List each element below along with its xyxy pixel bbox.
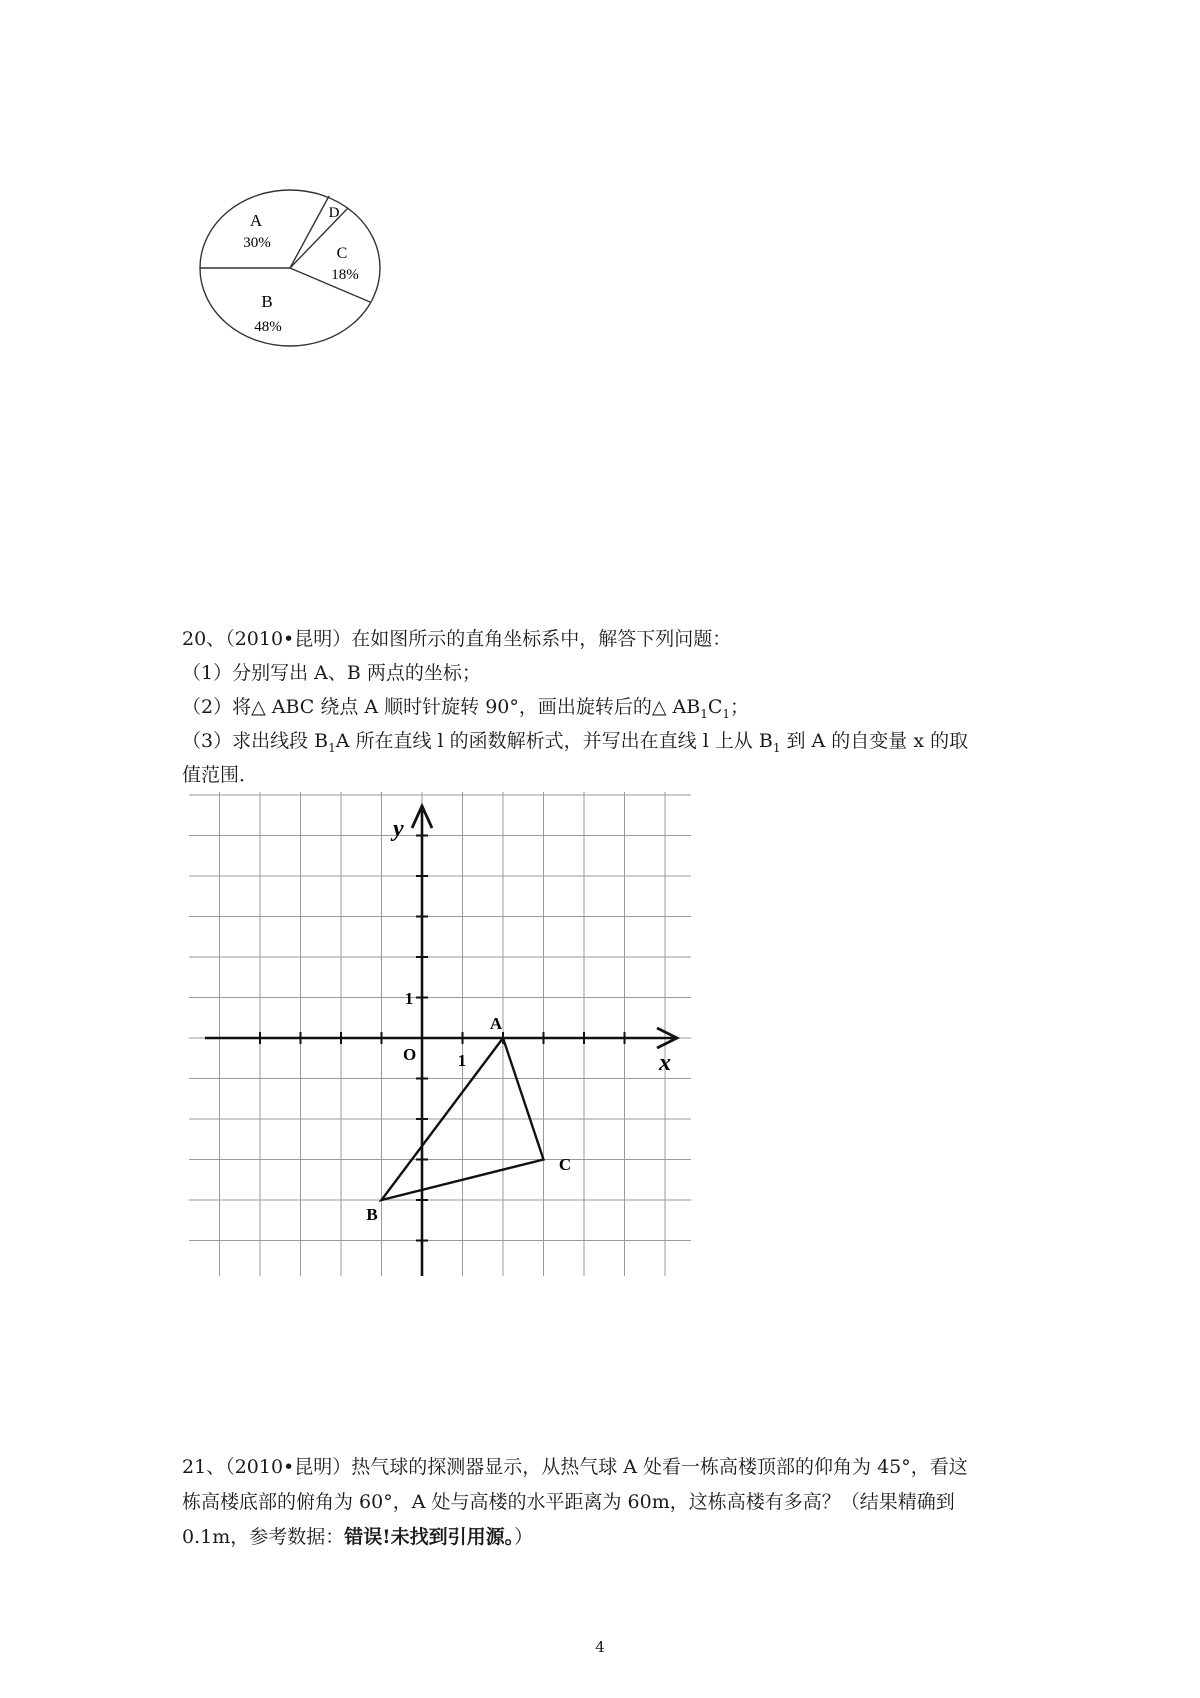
slice-label-c: C bbox=[336, 245, 348, 262]
q20-part3-line2: 值范围． bbox=[182, 764, 259, 786]
q21-line3: 0.1m，参考数据：错误!未找到引用源。） bbox=[182, 1526, 534, 1548]
q21-number: 21、 bbox=[182, 1456, 226, 1478]
y-axis-label: y bbox=[393, 816, 404, 842]
q20-stem bbox=[182, 626, 731, 652]
q20-part1: （1）分别写出 A、B 两点的坐标； bbox=[182, 662, 481, 684]
y-tick-label-1: 1 bbox=[404, 989, 414, 1008]
coordinate-grid-figure bbox=[185, 788, 695, 1280]
point-label-c: C bbox=[558, 1155, 572, 1174]
slice-label-b: B bbox=[261, 292, 273, 311]
slice-label-d: D bbox=[328, 205, 340, 221]
q21-source: （2010•昆明） bbox=[225, 1456, 352, 1478]
q20-part2: （2）将△ ABC 绕点 A 顺时针旋转 90°，画出旋转后的△ $AB_1C_1$； bbox=[182, 696, 750, 721]
q21-line2: 栋高楼底部的俯角为 60°，A 处与高楼的水平距离为 60m，这栋高楼有多高？（结果精确到 bbox=[182, 1491, 955, 1513]
slice-percent-c: 18% bbox=[331, 267, 359, 283]
grid-lines bbox=[189, 792, 691, 1276]
reference-error-text: 错误!未找到引用源。 bbox=[344, 1526, 515, 1548]
origin-label: O bbox=[403, 1045, 417, 1064]
pie-divider-a-d bbox=[290, 196, 329, 268]
slice-percent-b: 48% bbox=[254, 319, 282, 335]
q20-stem-text: 在如图所示的直角坐标系中，解答下列问题： bbox=[351, 628, 732, 650]
q20-source: （2010•昆明） bbox=[225, 628, 352, 650]
q21-line1: 21、（2010•昆明）热气球的探测器显示，从热气球 A 处看一栋高楼顶部的仰角为 45°，看这 bbox=[182, 1456, 968, 1478]
q20-part3: （3）求出线段 $B_1A$ 所在直线 l 的函数解析式，并写出在直线 l 上从 $B_1$ 到 A 的自变量 x 的取 bbox=[182, 730, 969, 755]
page-number: 4 bbox=[595, 1638, 605, 1656]
point-label-a: A bbox=[489, 1014, 503, 1033]
slice-percent-a: 30% bbox=[243, 235, 271, 251]
x-tick-label-1: 1 bbox=[457, 1051, 467, 1070]
q20-number: 20、 bbox=[182, 628, 226, 650]
slice-label-a: A bbox=[249, 211, 263, 230]
pie-chart bbox=[185, 178, 395, 358]
x-axis-label: x bbox=[659, 1050, 671, 1076]
point-label-b: B bbox=[366, 1205, 378, 1224]
